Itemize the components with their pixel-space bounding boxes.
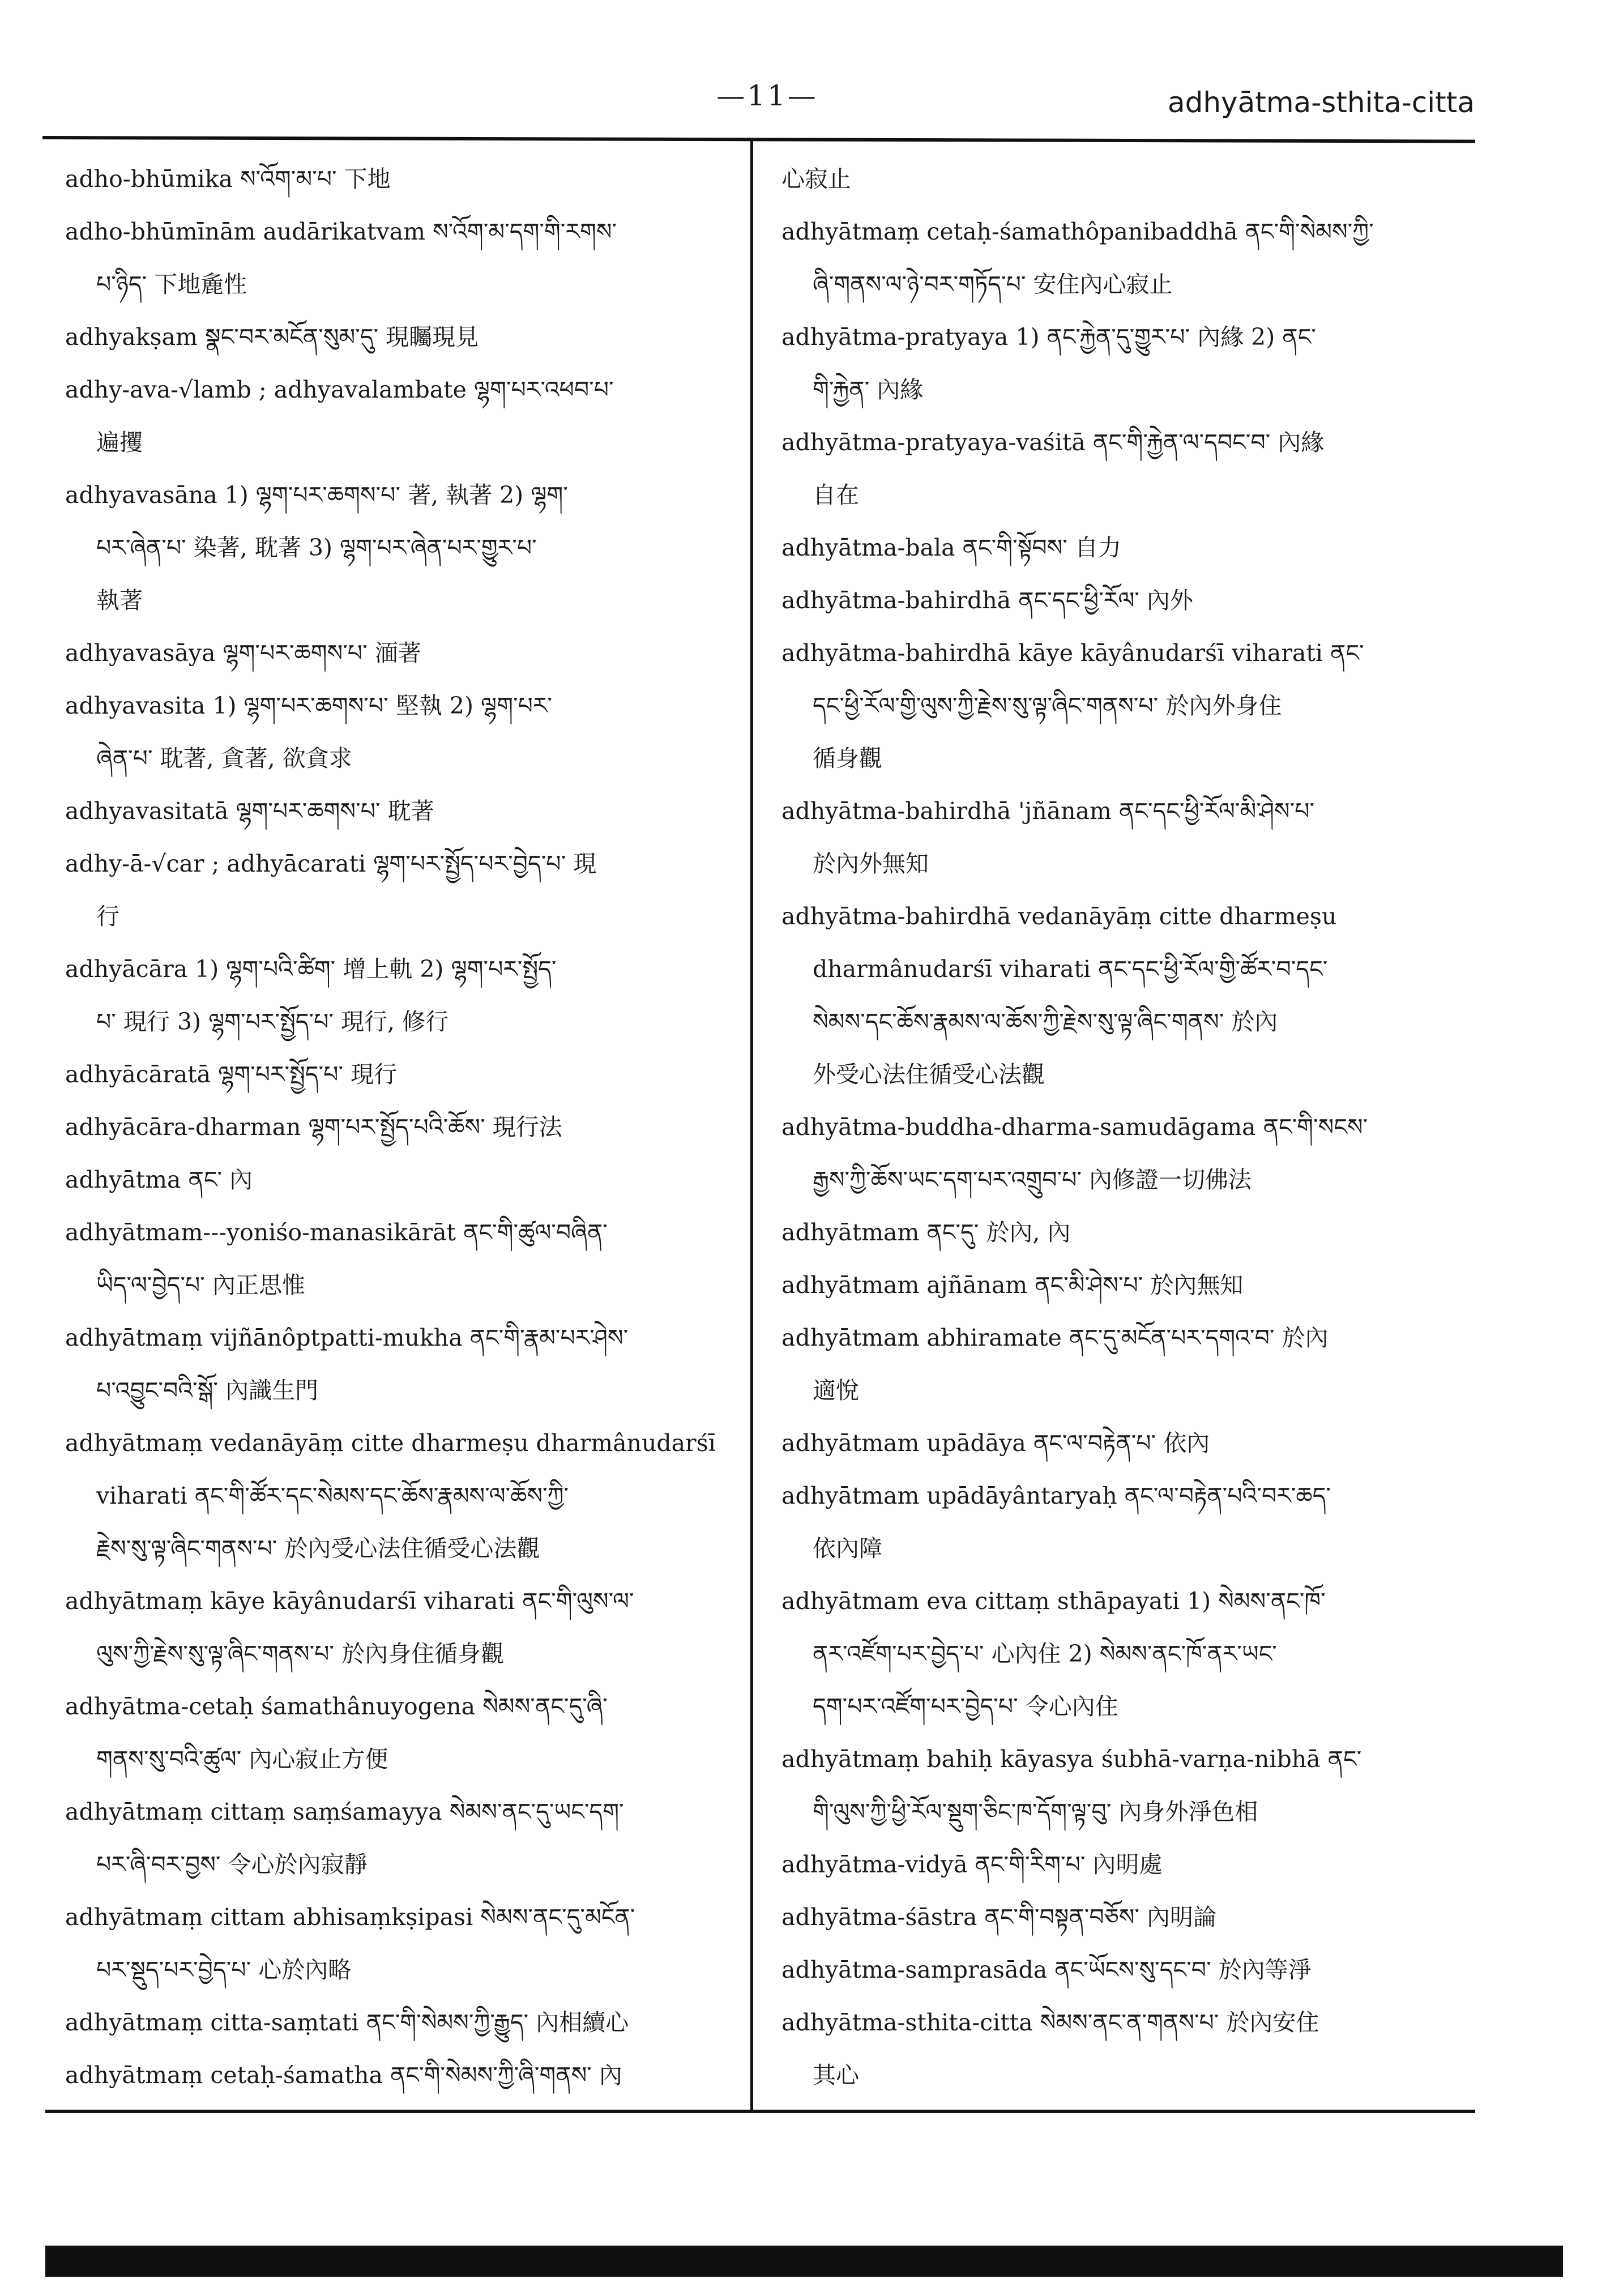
dictionary-entry (65, 1680, 733, 1786)
entry-continuation: པར་སྡུད་པར་བྱེད་པ་ 心於內略 (96, 1956, 352, 1983)
entry-continuation: 遍攫 (96, 429, 143, 456)
entry-headline: adhyātmaṃ kāye kāyânudarśī viharati ནང་གི་ལུས་ལ་ (65, 1587, 634, 1615)
column-divider (750, 139, 753, 2110)
dictionary-entry (65, 1417, 733, 1575)
dictionary-entry (65, 311, 733, 364)
dictionary-entry (65, 1048, 733, 1101)
entry-continuation: དག་པར་འཛོག་པར་བྱེད་པ་ 令心內住 (813, 1693, 1118, 1720)
entry-headline: adhyātmaṃ citta-saṃtati ནང་གི་སེམས་ཀྱི་རྒྱུད་ 內相續心 (65, 2009, 629, 2036)
entry-continuation: dharmânudarśī viharati ནང་དང་ཕྱི་རོལ་གྱི་ཚོར་བ་དང་ (813, 955, 1328, 983)
entry-headline: adhyātmaṃ cittaṃ saṃśamayya སེམས་ནང་དུ་ཡང་དག་ (65, 1798, 624, 1825)
entry-continuation: ནར་འཛོག་པར་བྱེད་པ་ 心內住 2) སེམས་ནང་ཁོ་ནར་ཡང་ (813, 1640, 1277, 1667)
entry-continuation: 自在 (813, 481, 859, 509)
entry-headline: adhyātmam ajñānam ནང་མི་ཤེས་པ་ 於內無知 (781, 1271, 1244, 1299)
entry-continuation: 依內障 (813, 1535, 882, 1562)
running-head: adhyātma-sthita-citta (1167, 86, 1475, 119)
entry-continuation: པ་ཉིད་ 下地麁性 (96, 271, 247, 298)
entry-headline: adhyātma-buddha-dharma-samudāgama ནང་གི་སངས་ (781, 1113, 1368, 1141)
entry-continuation: 其心 (813, 2062, 859, 2089)
top-rule (42, 136, 1475, 143)
dictionary-entry (781, 1996, 1461, 2102)
dictionary-entry (65, 680, 733, 785)
entry-headline: adhy-ā-√car ; adhyācarati ལྷག་པར་སྤྱོད་པར་བྱེད་པ་ 現 (65, 850, 597, 877)
dictionary-entry (781, 785, 1461, 890)
entry-headline: adhyātma-śāstra ནང་གི་བསྟན་བཅོས་ 內明論 (781, 1904, 1217, 1931)
entry-headline: adhyātmam ནང་དུ་ 於內, 內 (781, 1219, 1071, 1246)
entry-continuation: རྗེས་སུ་ལྟ་ཞིང་གནས་པ་ 於內受心法住循受心法觀 (96, 1535, 540, 1562)
entry-headline: adhyātma-sthita-citta སེམས་ནང་ན་གནས་པ་ 於內安住 (781, 2009, 1319, 2036)
entry-headline: adhyātmaṃ vijñānôptpatti-mukha ནང་གི་རྣམ་པར་ཤེས་ (65, 1324, 629, 1351)
dictionary-entry (65, 1312, 733, 1417)
entry-headline: adhyātmam abhiramate ནང་དུ་མངོན་པར་དགའ་བ་ 於內 (781, 1324, 1329, 1351)
entry-headline: adhyācāratā ལྷག་པར་སྤྱོད་པ་ 現行 (65, 1061, 398, 1088)
dictionary-entry (781, 1733, 1461, 1838)
entry-headline: adhyavasita 1) ལྷག་པར་ཆགས་པ་ 堅執 2) ལྷག་པར་ (65, 692, 553, 719)
dictionary-entry (781, 1838, 1461, 1891)
dictionary-entry (781, 890, 1461, 1101)
entry-headline: adhyātmaṃ bahiḥ kāyasya śubhā-varṇa-nibhā ནང་ (781, 1746, 1362, 1773)
dictionary-entry (781, 627, 1461, 785)
dictionary-entry (781, 522, 1461, 574)
dictionary-entry (781, 1944, 1461, 1996)
dictionary-entry (781, 1206, 1461, 1259)
dictionary-entry (781, 416, 1461, 522)
entry-headline: adhyātma-bahirdhā vedanāyāṃ citte dharmeṣu (781, 903, 1337, 930)
dictionary-entry (65, 1575, 733, 1680)
entry-continuation: པར་ཞི་བར་བྱས་ 令心於內寂靜 (96, 1851, 368, 1878)
entry-continuation: གི་རྐྱེན་ 內緣 (813, 376, 924, 403)
entry-headline: adhyātmaṃ cittam abhisaṃkṣipasi སེམས་ནང་དུ་མངོན་ (65, 1904, 635, 1931)
entry-headline: adhyātmaṃ cetaḥ-śamatha ནང་གི་སེམས་ཀྱི་ཞི་གནས་ 內 (65, 2062, 622, 2089)
dictionary-entry (65, 1996, 733, 2049)
entry-continuation: ཞེན་པ་ 耽著, 貪著, 欲貪求 (96, 745, 352, 772)
dictionary-entry (65, 1101, 733, 1154)
dictionary-entry (65, 1154, 733, 1206)
dictionary-entry (65, 1206, 733, 1312)
entry-continuation: རྒྱས་ཀྱི་ཆོས་ཡང་དག་པར་འགྲུབ་པ་ 內修證一切佛法 (813, 1166, 1252, 1193)
right-column (781, 153, 1461, 2102)
left-column (65, 153, 733, 2102)
entry-continuation: པ་འབྱུང་བའི་སྒོ་ 內識生門 (96, 1377, 319, 1404)
dictionary-entry (781, 1312, 1461, 1417)
entry-headline: adhyātma-vidyā ནང་གི་རིག་པ་ 內明處 (781, 1851, 1163, 1878)
entry-headline: adhyavasāna 1) ལྷག་པར་ཆགས་པ་ 著, 執著 2) ལྷག་ (65, 481, 568, 509)
entry-continuation: 外受心法住循受心法觀 (813, 1061, 1045, 1088)
entry-headline: adhyavasāya ལྷག་པར་ཆགས་པ་ 湎著 (65, 639, 421, 667)
entry-headline: adhyakṣam སྣང་བར་མངོན་སུམ་དུ་ 現矚現見 (65, 323, 479, 351)
dictionary-entry (65, 206, 733, 311)
entry-continuation: ཡིད་ལ་བྱེད་པ་ 內正思惟 (96, 1271, 305, 1299)
entry-headline: 心寂止 (781, 165, 851, 193)
entry-continuation: གནས་སུ་བའི་ཚུལ་ 內心寂止方便 (96, 1746, 388, 1773)
dictionary-entry (65, 943, 733, 1048)
scan-edge-bar (45, 2246, 1563, 2277)
entry-headline: adhyātmam upādāyântaryaḥ ནང་ལ་བརྟེན་པའི་བར་ཆད་ (781, 1482, 1331, 1509)
entry-headline: adhyātmaṃ vedanāyāṃ citte dharmeṣu dharmânudarśī (65, 1429, 716, 1457)
entry-headline: adhyātma-bahirdhā 'jñānam ནང་དང་ཕྱི་རོལ་མི་ཤེས་པ་ (781, 797, 1315, 825)
entry-headline: adhyācāra 1) ལྷག་པའི་ཚིག་ 增上軌 2) ལྷག་པར་སྤྱོད་ (65, 955, 557, 983)
entry-continuation: 執著 (96, 587, 143, 614)
entry-headline: adhyātma-samprasāda ནང་ཡོངས་སུ་དང་བ་ 於內等淨 (781, 1956, 1312, 1983)
dictionary-entry (65, 153, 733, 206)
entry-headline: adhyācāra-dharman ལྷག་པར་སྤྱོད་པའི་ཆོས་ 現行法 (65, 1113, 562, 1141)
dictionary-entry (781, 1259, 1461, 1312)
entry-headline: adhy-ava-√lamb ; adhyavalambate ལྷག་པར་འཕབ་པ་ (65, 376, 614, 403)
entry-headline: adhyātmaṃ cetaḥ-śamathôpanibaddhā ནང་གི་སེམས་ཀྱི་ (781, 218, 1374, 245)
dictionary-entry (65, 1786, 733, 1891)
entry-continuation: པར་ཞེན་པ་ 染著, 耽著 3) ལྷག་པར་ཞེན་པར་གྱུར་པ་ (96, 534, 537, 561)
entry-continuation: 行 (96, 903, 119, 930)
entry-headline: adhyātmam eva cittaṃ sthāpayati 1) སེམས་ནང་ཁོ་ (781, 1587, 1326, 1615)
entry-headline: adhyātmam upādāya ནང་ལ་བརྟེན་པ་ 依內 (781, 1429, 1210, 1457)
dictionary-entry (781, 1101, 1461, 1206)
bottom-rule (45, 2110, 1475, 2113)
entry-continuation: 於內外無知 (813, 850, 929, 877)
entry-headline: adhyātma-pratyaya 1) ནང་རྐྱེན་དུ་གྱུར་པ་ 內緣 2) ནང་ (781, 323, 1316, 351)
entry-continuation: ལུས་ཀྱི་རྗེས་སུ་ལྟ་ཞིང་གནས་པ་ 於內身住循身觀 (96, 1640, 505, 1667)
entry-headline: adhyātma-bahirdhā ནང་དང་ཕྱི་རོལ་ 內外 (781, 587, 1193, 614)
entry-continuation: ཞི་གནས་ལ་ཉེ་བར་གཏོད་པ་ 安住內心寂止 (813, 271, 1173, 298)
entry-headline: adho-bhūmika ས་འོག་མ་པ་ 下地 (65, 165, 391, 193)
dictionary-entry (65, 2049, 733, 2102)
dictionary-entry (781, 1891, 1461, 1944)
entry-headline: adhyātma-bala ནང་གི་སྟོབས་ 自力 (781, 534, 1121, 561)
dictionary-entry (781, 1470, 1461, 1575)
entry-continuation: viharati ནང་གི་ཚོར་དང་སེམས་དང་ཆོས་རྣམས་ལ་ཆོས་ཀྱི་ (96, 1482, 569, 1509)
dictionary-entry (781, 1417, 1461, 1470)
dictionary-entry (781, 574, 1461, 627)
entry-headline: adhyavasitatā ལྷག་པར་ཆགས་པ་ 耽著 (65, 797, 434, 825)
entry-headline: adho-bhūmīnām audārikatvam ས་འོག་མ་དག་གི་རགས་ (65, 218, 617, 245)
entry-continuation: 循身觀 (813, 745, 882, 772)
dictionary-entry (781, 153, 1461, 206)
entry-headline: adhyātmam---yoniśo-manasikārāt ནང་གི་ཚུལ་བཞིན་ (65, 1219, 608, 1246)
page-number: —11— (716, 79, 818, 112)
entry-headline: adhyātma ནང་ 內 (65, 1166, 253, 1193)
entry-headline: adhyātma-cetaḥ śamathânuyogena སེམས་ནང་དུ་ཞི་ (65, 1693, 608, 1720)
dictionary-entry (65, 785, 733, 838)
dictionary-entry (65, 627, 733, 680)
entry-continuation: སེམས་དང་ཆོས་རྣམས་ལ་ཆོས་ཀྱི་རྗེས་སུ་ལྟ་ཞིང་གནས་ 於內 (813, 1008, 1278, 1035)
dictionary-entry (65, 364, 733, 469)
dictionary-entry (65, 838, 733, 943)
entry-continuation: 適悅 (813, 1377, 859, 1404)
dictionary-entry (781, 1575, 1461, 1733)
entry-continuation: དང་ཕྱི་རོལ་གྱི་ལུས་ཀྱི་རྗེས་སུ་ལྟ་ཞིང་གནས་པ་ 於內外身住 (813, 692, 1282, 719)
dictionary-entry (65, 1891, 733, 1996)
entry-headline: adhyātma-pratyaya-vaśitā ནང་གི་རྐྱེན་ལ་དབང་བ་ 內緣 (781, 429, 1325, 456)
dictionary-entry (781, 311, 1461, 416)
dictionary-entry (781, 206, 1461, 311)
entry-continuation: གི་ལུས་ཀྱི་ཕྱི་རོལ་སྡུག་ཅིང་ཁ་དོག་ལྟ་བུ་ 內身外淨色相 (813, 1798, 1258, 1825)
entry-continuation: པ་ 現行 3) ལྷག་པར་སྤྱོད་པ་ 現行, 修行 (96, 1008, 449, 1035)
dictionary-entry (65, 469, 733, 627)
entry-headline: adhyātma-bahirdhā kāye kāyânudarśī viharati ནང་ (781, 639, 1364, 667)
